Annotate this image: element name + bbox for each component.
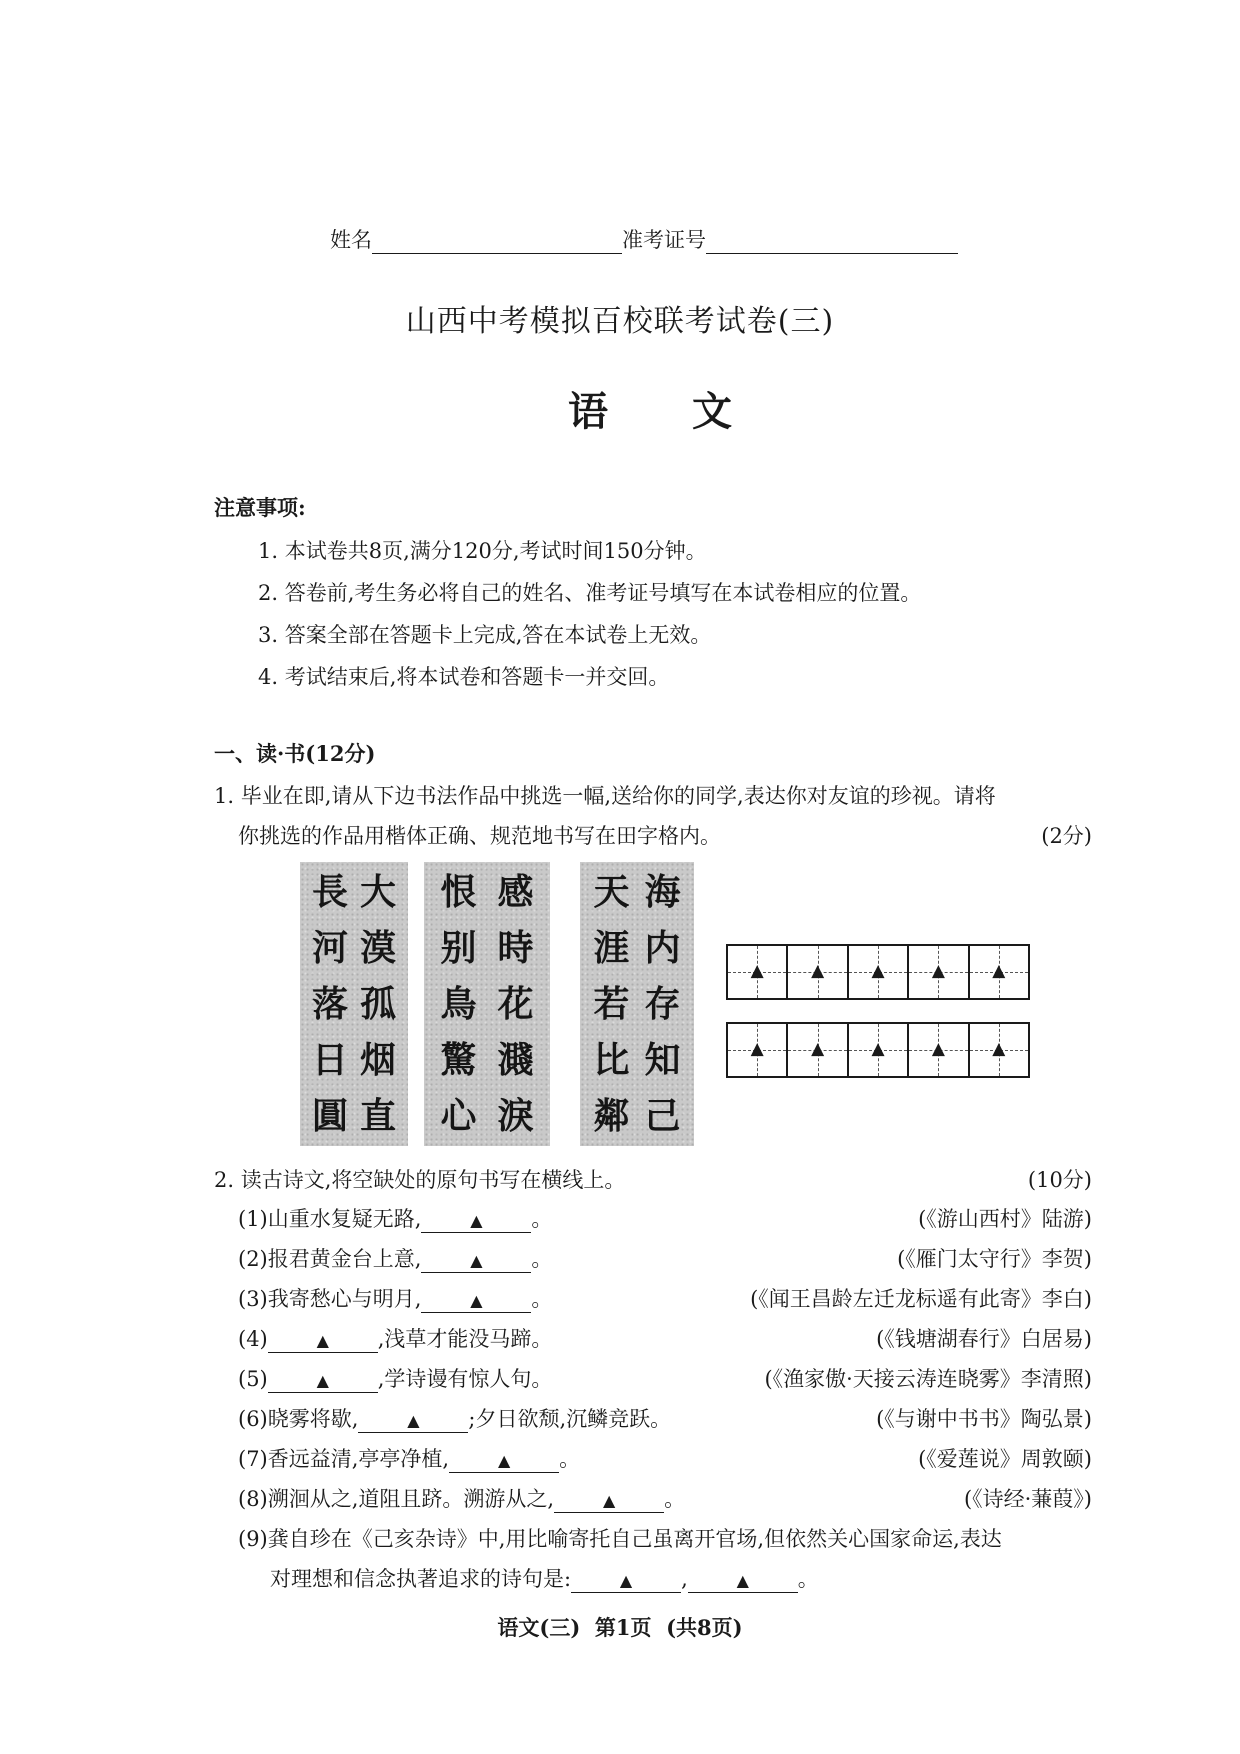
tianzige-cell[interactable] xyxy=(909,1024,969,1076)
fill-item-text: , xyxy=(681,1567,688,1591)
answer-mark-icon: ▲ xyxy=(871,1039,885,1060)
calligraphy-char: 知 xyxy=(644,1039,681,1081)
poem-source: (《诗经·蒹葭》) xyxy=(963,1487,1092,1511)
calligraphy-char: 鄰 xyxy=(593,1095,630,1137)
calligraphy-char: 己 xyxy=(644,1095,681,1137)
fill-item-text: 。 xyxy=(531,1207,553,1231)
calligraphy-char: 若 xyxy=(593,983,630,1025)
candidate-info-row xyxy=(330,224,958,254)
fill-item-text: ,浅草才能没马蹄。 xyxy=(377,1327,553,1351)
calligraphy-column xyxy=(644,868,680,1140)
fill-item-5 xyxy=(238,1363,552,1393)
name-label: 姓名 xyxy=(330,228,372,252)
tianzige-cell[interactable] xyxy=(909,946,969,998)
calligraphy-column xyxy=(360,868,396,1140)
tianzige-cell[interactable] xyxy=(970,1024,1028,1076)
calligraphy-char: 内 xyxy=(644,927,681,969)
poem-source: (《闻王昌龄左迁龙标遥有此寄》李白) xyxy=(750,1287,1092,1311)
calligraphy-char: 時 xyxy=(497,927,534,969)
tianzige-cell[interactable] xyxy=(788,946,848,998)
calligraphy-char: 感 xyxy=(497,871,534,913)
answer-blank[interactable] xyxy=(421,1251,531,1273)
calligraphy-char: 長 xyxy=(311,871,348,913)
tianzige-row xyxy=(726,1022,1030,1078)
section-heading: 一、读·书(12分) xyxy=(214,741,376,766)
fill-item-text: (2)报君黄金台上意, xyxy=(238,1247,422,1271)
exam-id-label: 准考证号 xyxy=(622,228,706,252)
calligraphy-char: 漠 xyxy=(359,927,396,969)
fill-item-text: (3)我寄愁心与明月, xyxy=(238,1287,422,1311)
exam-id-blank[interactable] xyxy=(706,231,958,254)
answer-blank[interactable] xyxy=(554,1491,664,1513)
q2-stem: 2. 读古诗文,将空缺处的原句书写在横线上。 xyxy=(214,1168,626,1192)
tianzige-cell[interactable] xyxy=(728,946,788,998)
q1-stem-line2: 你挑选的作品用楷体正确、规范地书写在田字格内。 xyxy=(238,824,721,848)
answer-mark-icon: ▲ xyxy=(871,961,885,982)
poem-source: (《游山西村》陆游) xyxy=(918,1207,1092,1231)
answer-mark-icon: ▲ xyxy=(992,1039,1006,1060)
calligraphy-char: 天 xyxy=(593,871,630,913)
answer-blank[interactable] xyxy=(421,1291,531,1313)
calligraphy-char: 驚 xyxy=(440,1039,477,1081)
fill-item-3 xyxy=(238,1283,552,1313)
calligraphy-char: 花 xyxy=(497,983,534,1025)
calligraphy-char: 烟 xyxy=(359,1039,396,1081)
fill-item-text: 。 xyxy=(531,1287,553,1311)
answer-blank[interactable] xyxy=(571,1571,681,1593)
poem-source: (《与谢中书书》陶弘景) xyxy=(876,1407,1092,1431)
q2-score: (10分) xyxy=(1027,1168,1092,1192)
answer-blank[interactable] xyxy=(688,1571,798,1593)
answer-mark-icon: ▲ xyxy=(470,1211,483,1230)
calligraphy-column xyxy=(312,868,348,1140)
calligraphy-char: 濺 xyxy=(497,1039,534,1081)
notice-item: 2. 答卷前,考生务必将自己的姓名、准考证号填写在本试卷相应的位置。 xyxy=(258,581,922,605)
fill-item-7 xyxy=(238,1443,580,1473)
answer-mark-icon: ▲ xyxy=(931,1039,945,1060)
tianzige-row xyxy=(726,944,1030,1000)
answer-blank[interactable] xyxy=(268,1371,378,1393)
answer-blank[interactable] xyxy=(358,1411,468,1433)
poem-source: (《钱塘湖春行》白居易) xyxy=(876,1327,1092,1351)
answer-mark-icon: ▲ xyxy=(316,1331,329,1350)
answer-mark-icon: ▲ xyxy=(497,1451,511,1470)
fill-item-text: 。 xyxy=(797,1567,819,1591)
calligraphy-char: 存 xyxy=(644,983,681,1025)
page-footer: 语文(三) 第1页 (共8页) xyxy=(497,1615,743,1640)
calligraphy-char: 鳥 xyxy=(440,983,477,1025)
calligraphy-char: 圓 xyxy=(311,1095,348,1137)
answer-mark-icon: ▲ xyxy=(619,1571,633,1590)
fill-item-text: (1)山重水复疑无路, xyxy=(238,1207,422,1231)
calligraphy-work-1[interactable] xyxy=(300,862,408,1146)
answer-mark-icon: ▲ xyxy=(811,1039,825,1060)
fill-item-text: 。 xyxy=(664,1487,686,1511)
fill-item-text: 对理想和信念执著追求的诗句是: xyxy=(270,1567,572,1591)
fill-item-text: 。 xyxy=(559,1447,581,1471)
answer-blank[interactable] xyxy=(421,1211,531,1233)
answer-mark-icon: ▲ xyxy=(750,1039,764,1060)
q1-stem-line1: 1. 毕业在即,请从下边书法作品中挑选一幅,送给你的同学,表达你对友谊的珍视。请将 xyxy=(214,784,996,808)
answer-mark-icon: ▲ xyxy=(736,1571,749,1590)
calligraphy-char: 淚 xyxy=(497,1095,534,1137)
poem-source: (《雁门太守行》李贺) xyxy=(897,1247,1092,1271)
fill-item-9-line1: (9)龚自珍在《己亥杂诗》中,用比喻寄托自己虽离开官场,但依然关心国家命运,表达 xyxy=(238,1527,1002,1551)
answer-blank[interactable] xyxy=(268,1331,378,1353)
answer-mark-icon: ▲ xyxy=(811,961,825,982)
calligraphy-column xyxy=(593,868,629,1140)
poem-source: (《渔家傲·天接云涛连晓雾》李清照) xyxy=(764,1367,1092,1391)
calligraphy-char: 日 xyxy=(311,1039,348,1081)
fill-item-text: (5) xyxy=(238,1367,268,1391)
fill-item-text: (8)溯洄从之,道阻且跻。溯游从之, xyxy=(238,1487,555,1511)
calligraphy-work-3[interactable] xyxy=(580,862,694,1146)
notice-item: 3. 答案全部在答题卡上完成,答在本试卷上无效。 xyxy=(258,623,712,647)
fill-item-text: ;夕日欲颓,沉鳞竞跃。 xyxy=(468,1407,672,1431)
name-blank[interactable] xyxy=(372,231,622,254)
calligraphy-column xyxy=(440,868,476,1140)
fill-item-text: 。 xyxy=(531,1247,553,1271)
calligraphy-char: 涯 xyxy=(593,927,630,969)
answer-mark-icon: ▲ xyxy=(992,961,1006,982)
notice-item: 1. 本试卷共8页,满分120分,考试时间150分钟。 xyxy=(258,539,707,563)
fill-item-2 xyxy=(238,1243,552,1273)
calligraphy-char: 大 xyxy=(359,871,396,913)
fill-item-6 xyxy=(238,1403,671,1433)
fill-item-text: ,学诗谩有惊人句。 xyxy=(377,1367,553,1391)
answer-mark-icon: ▲ xyxy=(316,1371,329,1390)
q1-score: (2分) xyxy=(1041,824,1092,848)
fill-item-4 xyxy=(238,1323,552,1353)
calligraphy-char: 河 xyxy=(311,927,348,969)
exam-title: 山西中考模拟百校联考试卷(三) xyxy=(405,304,835,339)
answer-mark-icon: ▲ xyxy=(750,961,764,982)
answer-mark-icon: ▲ xyxy=(407,1411,420,1430)
fill-item-text: (6)晓雾将歇, xyxy=(238,1407,359,1431)
answer-mark-icon: ▲ xyxy=(470,1251,483,1270)
tianzige-cell[interactable] xyxy=(849,946,909,998)
fill-item-text: (7)香远益清,亭亭净植, xyxy=(238,1447,450,1471)
fill-item-text: (4) xyxy=(238,1327,268,1351)
calligraphy-char: 心 xyxy=(440,1095,477,1137)
answer-mark-icon: ▲ xyxy=(470,1291,483,1310)
fill-item-8 xyxy=(238,1483,685,1513)
tianzige-cell[interactable] xyxy=(970,946,1028,998)
calligraphy-char: 落 xyxy=(311,983,348,1025)
poem-source: (《爱莲说》周敦颐) xyxy=(918,1447,1092,1471)
calligraphy-column xyxy=(497,868,533,1140)
calligraphy-char: 比 xyxy=(593,1039,630,1081)
calligraphy-char: 孤 xyxy=(359,983,396,1025)
answer-mark-icon: ▲ xyxy=(602,1491,616,1510)
calligraphy-char: 别 xyxy=(440,927,477,969)
fill-item-9-line2 xyxy=(270,1563,819,1593)
tianzige-cell[interactable] xyxy=(849,1024,909,1076)
notice-heading: 注意事项: xyxy=(214,495,306,520)
tianzige-cell[interactable] xyxy=(728,1024,788,1076)
answer-mark-icon: ▲ xyxy=(931,961,945,982)
calligraphy-work-2[interactable] xyxy=(424,862,550,1146)
calligraphy-char: 直 xyxy=(359,1095,396,1137)
subject-title: 语文 xyxy=(568,388,816,435)
calligraphy-char: 海 xyxy=(644,871,681,913)
tianzige-cell[interactable] xyxy=(788,1024,848,1076)
calligraphy-char: 恨 xyxy=(440,871,477,913)
notice-item: 4. 考试结束后,将本试卷和答题卡一并交回。 xyxy=(258,665,670,689)
answer-blank[interactable] xyxy=(449,1451,559,1473)
fill-item-1 xyxy=(238,1203,552,1233)
